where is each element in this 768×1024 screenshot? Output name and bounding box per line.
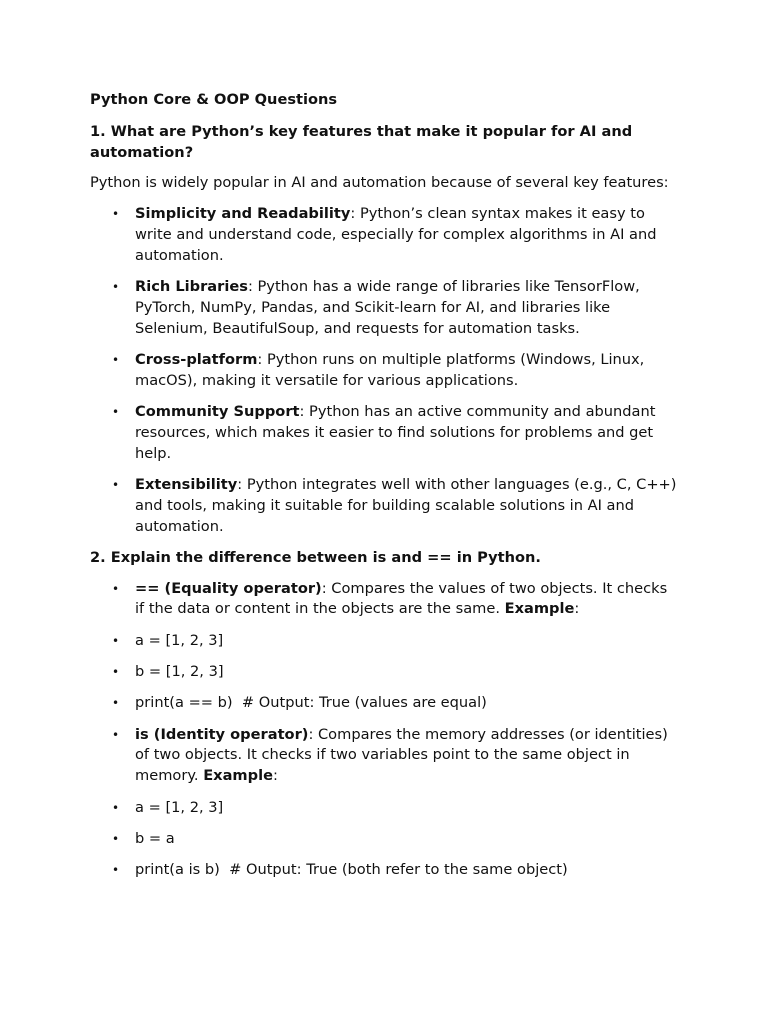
example-colon: : (574, 600, 580, 618)
bullet-icon: • (112, 800, 120, 815)
bullet-icon: • (112, 665, 120, 680)
bullet-icon: • (112, 352, 120, 367)
bullet-icon: • (112, 863, 120, 878)
bullet-icon: • (112, 280, 120, 295)
list-item (90, 662, 678, 683)
list-item (90, 350, 678, 392)
list-item (90, 860, 678, 881)
example-label: Example (504, 600, 575, 618)
list-item (90, 798, 678, 819)
bullet-icon: • (112, 207, 120, 222)
operator-text: : Compares the values of two objects. It checks if the data or content in the objects are the same. (135, 579, 668, 618)
list-item (90, 829, 678, 850)
document-title: Python Core & OOP Questions (90, 91, 338, 108)
list-item (90, 579, 678, 621)
bullet-icon: • (112, 477, 120, 492)
feature-text: : Python has an active community and abundant resources, which makes it easier to find solutions for problems and get help. (135, 403, 656, 462)
feature-text: : Python’s clean syntax makes it easy to write and understand code, especially for complex algorithms in AI and automation. (135, 205, 657, 264)
feature-term: Rich Libraries (135, 278, 248, 296)
list-item (90, 277, 678, 339)
feature-term: Simplicity and Readability (135, 205, 351, 223)
operator-text: : Compares the memory addresses (or identities) of two objects. It checks if two variables point to the same object in memory. (135, 725, 668, 785)
feature-term: Cross-platform (135, 350, 258, 368)
feature-text: : Python has a wide range of libraries like TensorFlow, PyTorch, NumPy, Pandas, and Scikit-learn for AI, and libraries like Selenium, BeautifulSoup, and requests for automation tasks. (135, 278, 640, 337)
operator-term: is (Identity operator) (135, 725, 309, 743)
bullet-icon: • (112, 727, 120, 742)
feature-term: Extensibility (135, 475, 238, 493)
bullet-icon: • (112, 405, 120, 420)
operator-term: == (Equality operator) (135, 579, 322, 597)
list-item (90, 475, 678, 537)
list-item (90, 204, 678, 266)
code-line: b = [1, 2, 3] (135, 663, 224, 681)
bullet-icon: • (112, 581, 120, 596)
list-item (90, 402, 678, 464)
bullet-icon: • (112, 831, 120, 846)
operator-list (90, 579, 678, 881)
feature-term: Community Support (135, 403, 300, 421)
bullet-icon: • (112, 696, 120, 711)
feature-text: : Python integrates well with other languages (e.g., C, C++) and tools, making it suitable for building scalable solutions in AI and automation. (135, 475, 677, 535)
example-label: Example (203, 767, 273, 785)
code-line: print(a == b) # Output: True (values are equal) (135, 694, 487, 712)
code-line: b = a (135, 829, 175, 847)
feature-text: : Python runs on multiple platforms (Windows, Linux, macOS), making it versatile for various applications. (135, 350, 645, 389)
example-colon: : (272, 767, 278, 785)
list-item (90, 725, 678, 787)
bullet-icon: • (112, 633, 120, 648)
code-line: a = [1, 2, 3] (135, 798, 224, 816)
feature-list (90, 204, 678, 537)
question-1-intro: Python is widely popular in AI and automation because of several key features: (90, 174, 669, 192)
question-1-heading: 1. What are Python’s key features that make it popular for AI and automation? (90, 122, 633, 161)
code-line: print(a is b) # Output: True (both refer to the same object) (135, 861, 568, 879)
code-line: a = [1, 2, 3] (135, 631, 224, 649)
list-item (90, 693, 678, 714)
list-item (90, 631, 678, 652)
question-2-heading: 2. Explain the difference between is and == in Python. (90, 548, 541, 566)
